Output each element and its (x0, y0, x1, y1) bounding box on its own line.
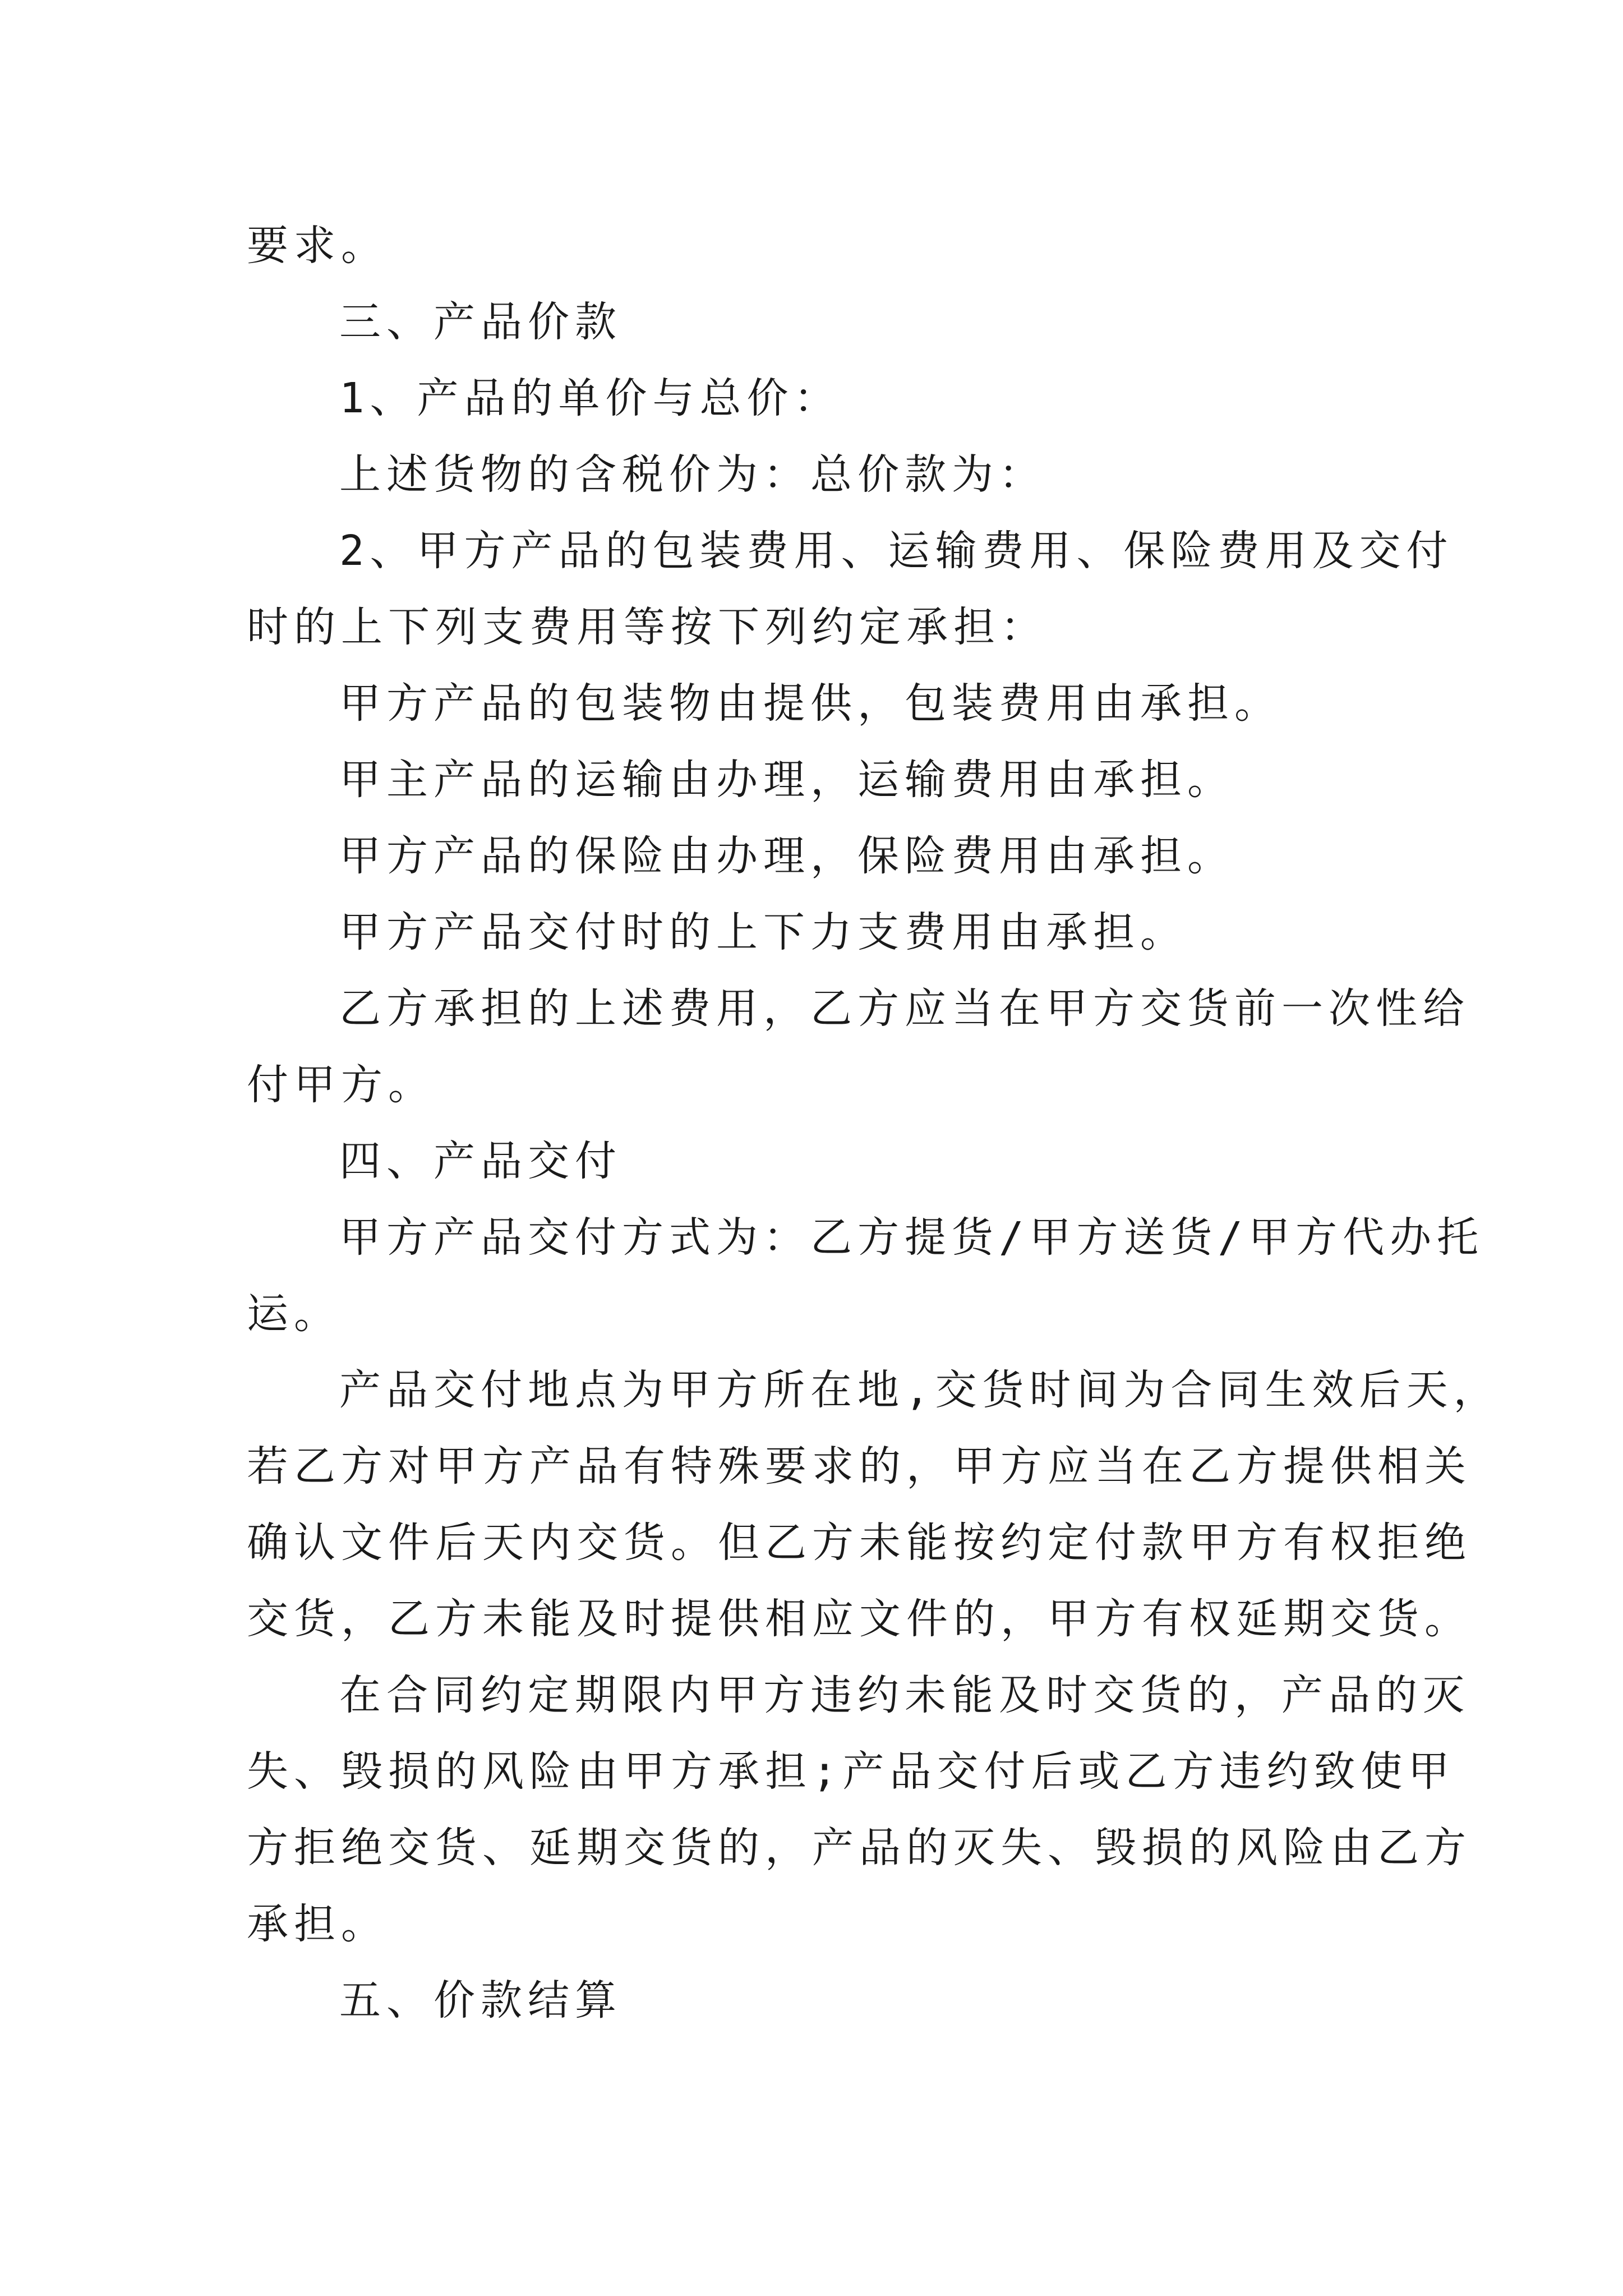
text-line: 甲方产品交付方式为：乙方提货/甲方送货/甲方代办托 (339, 1213, 1484, 1262)
text-line: 要求。 (247, 222, 388, 270)
text-line: 在合同约定期限内甲方违约未能及时交货的，产品的灭 (339, 1671, 1470, 1719)
text-line: 甲主产品的运输由办理，运输费用由承担。 (339, 756, 1234, 804)
text-line: 若乙方对甲方产品有特殊要求的，甲方应当在乙方提供相关 (247, 1442, 1472, 1490)
text-line: 甲方产品的保险由办理，保险费用由承担。 (339, 832, 1234, 880)
text-line: 运。 (247, 1290, 341, 1338)
text-line: 方拒绝交货、延期交货的，产品的灭失、毁损的风险由乙方 (247, 1824, 1472, 1872)
text-line: 交货，乙方未能及时提供相应文件的，甲方有权延期交货。 (247, 1595, 1472, 1643)
text-line: 甲方产品的包装物由提供，包装费用由承担。 (339, 679, 1281, 728)
text-line: 1、产品的单价与总价： (339, 374, 841, 422)
document-body (247, 208, 1501, 2039)
section-heading-price: 三、产品价款 (339, 298, 622, 346)
text-line: 付甲方。 (247, 1061, 435, 1109)
text-line: 上述货物的含税价为：总价款为： (339, 450, 1046, 499)
text-line: 甲方产品交付时的上下力支费用由承担。 (339, 908, 1187, 956)
section-heading-settlement: 五、价款结算 (339, 1976, 622, 2024)
section-heading-delivery: 四、产品交付 (339, 1137, 622, 1185)
text-line: 承担。 (247, 1900, 388, 1948)
text-line: 乙方承担的上述费用，乙方应当在甲方交货前一次性给 (339, 984, 1470, 1033)
text-line: 时的上下列支费用等按下列约定承担： (247, 603, 1048, 651)
text-line: 产品交付地点为甲方所在地,交货时间为合同生效后天， (339, 1366, 1501, 1414)
text-line: 确认文件后天内交货。但乙方未能按约定付款甲方有权拒绝 (247, 1519, 1472, 1567)
text-line: 2、甲方产品的包装费用、运输费用、保险费用及交付 (339, 527, 1454, 575)
text-line: 失、毁损的风险由甲方承担;产品交付后或乙方违约致使甲 (247, 1747, 1455, 1796)
